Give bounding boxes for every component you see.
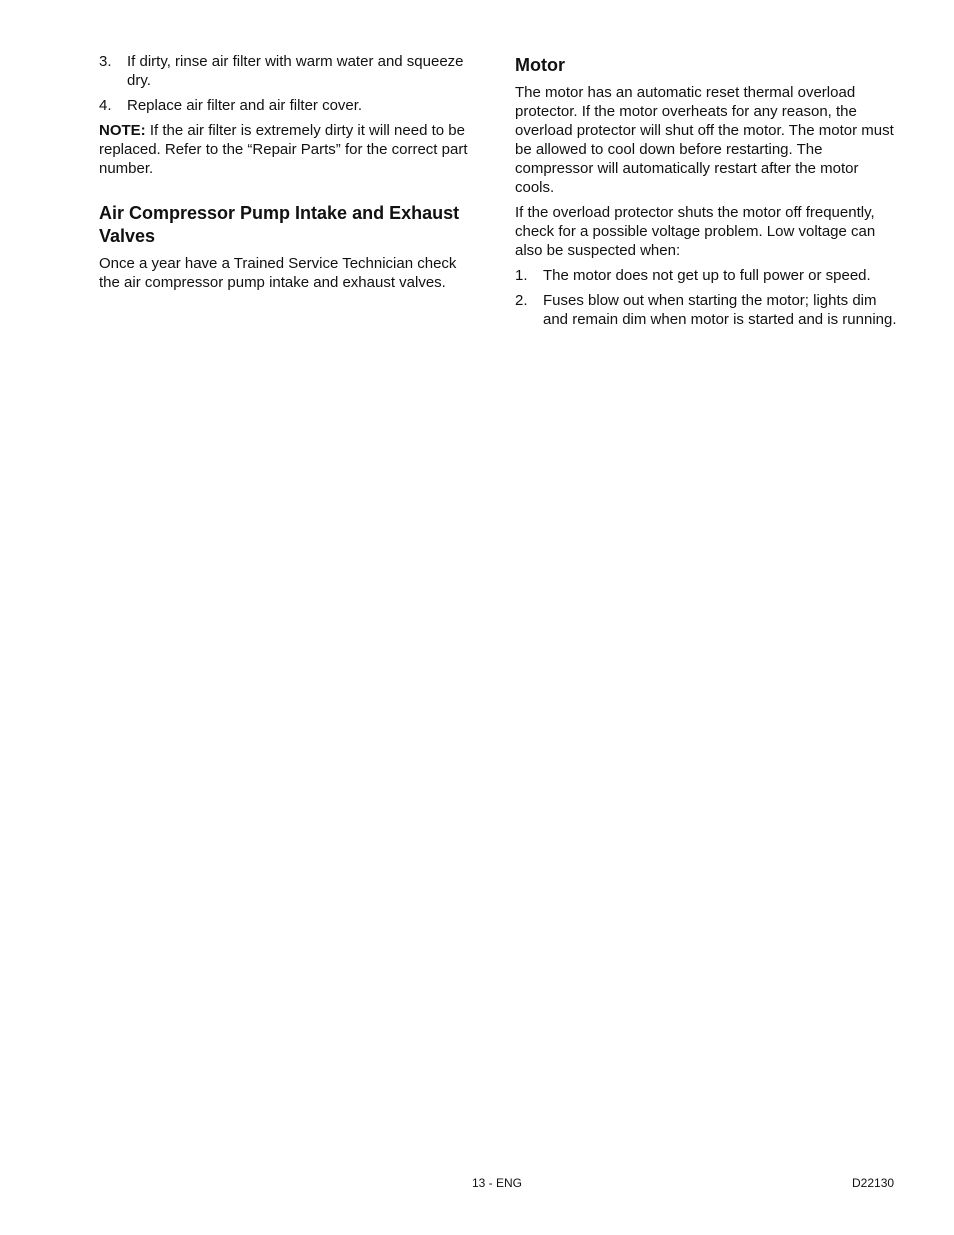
list-item: [515, 266, 897, 285]
list-number: 2.: [515, 292, 528, 309]
right-column: [515, 52, 897, 335]
list-item: [99, 52, 479, 90]
motor-heading: Motor: [515, 55, 565, 75]
list-text: Fuses blow out when starting the motor; lights dim and remain dim when motor is started and is running.: [543, 292, 897, 328]
document-code: D22130: [852, 1176, 895, 1190]
motor-paragraph-1: The motor has an automatic reset thermal overload protector. If the motor overheats for any reason, the overload protector will shut off the motor. The motor must be allowed to cool down before restarting. The compressor will automatically restart after the motor cools.: [515, 84, 894, 196]
list-text: The motor does not get up to full power or speed.: [543, 267, 871, 284]
valves-body: Once a year have a Trained Service Technician check the air compressor pump intake and exhaust valves.: [99, 255, 457, 291]
valves-heading: Air Compressor Pump Intake and Exhaust Valves: [99, 203, 460, 246]
left-column: [99, 52, 479, 298]
list-item: [515, 291, 897, 329]
list-item: [99, 96, 479, 115]
list-text: If dirty, rinse air filter with warm water and squeeze dry.: [127, 53, 464, 89]
list-number: 1.: [515, 267, 528, 284]
list-number: 3.: [99, 53, 112, 70]
list-number: 4.: [99, 97, 112, 114]
list-text: Replace air filter and air filter cover.: [127, 97, 363, 114]
note-text: If the air filter is extremely dirty it will need to be replaced. Refer to the “Repair Parts” for the correct part number.: [99, 122, 468, 177]
page-number: 13 - ENG: [472, 1176, 523, 1190]
note-label: NOTE:: [99, 122, 146, 139]
motor-paragraph-2: If the overload protector shuts the motor off frequently, check for a possible voltage problem. Low voltage can also be suspected when:: [515, 204, 876, 259]
note-paragraph: [99, 121, 479, 178]
